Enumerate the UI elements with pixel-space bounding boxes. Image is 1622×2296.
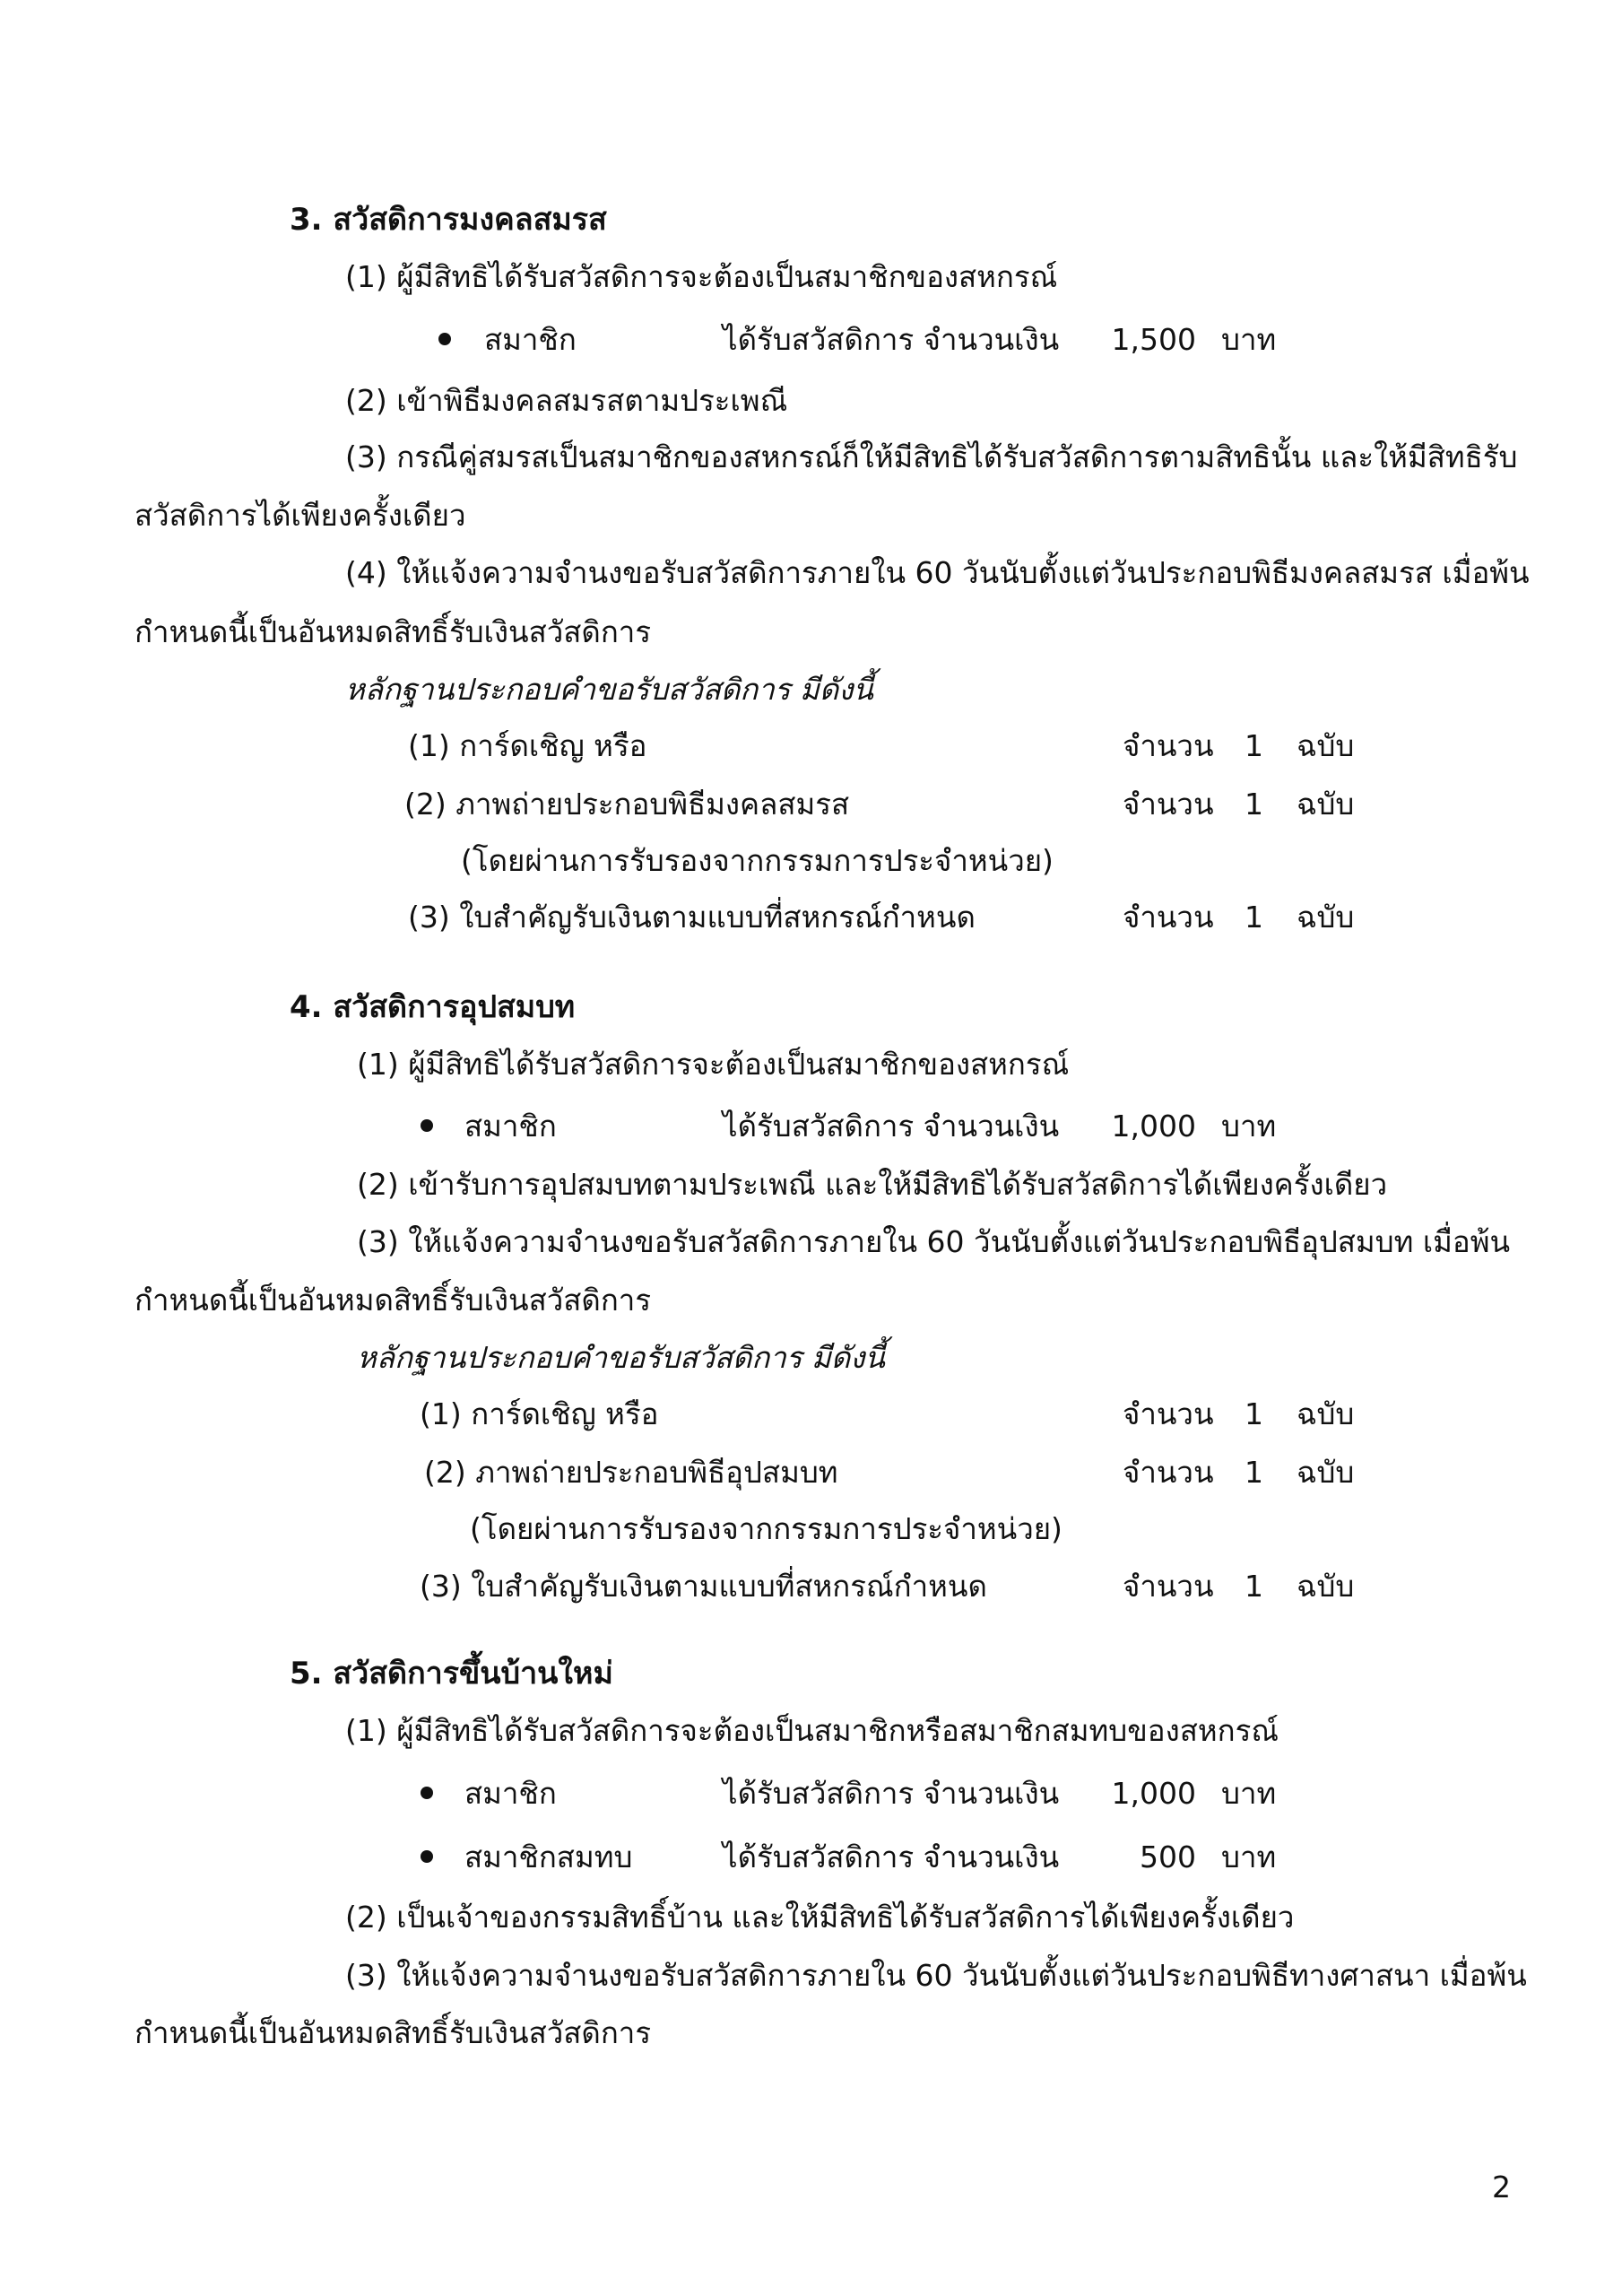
s3-benefit-desc: ได้รับสวัสดิการ จำนวนเงิน [723,322,1060,357]
s3-evidence-2-word: จำนวน [1123,787,1214,822]
s4-evidence-1-label: (1) การ์ดเชิญ หรือ [420,1396,659,1431]
s4-evidence-2-word: จำนวน [1123,1455,1214,1490]
s3-evidence-title: หลักฐานประกอบคำขอรับสวัสดิการ มีดังนี้ [345,672,873,707]
s4-evidence-3-qty: 1 [1245,1569,1263,1604]
s3-evidence-3-label: (3) ใบสำคัญรับเงินตามแบบที่สหกรณ์กำหนด [408,900,976,935]
s5-benefit-2-who: สมาชิกสมทบ [464,1839,633,1874]
s5-benefit-2-desc: ได้รับสวัสดิการ จำนวนเงิน [723,1839,1060,1874]
s4-evidence-3-label: (3) ใบสำคัญรับเงินตามแบบที่สหกรณ์กำหนด [420,1569,987,1604]
s4-item-3-line-1: (3) ให้แจ้งความจำนงขอรับสวัสดิการภายใน 60 วันนับตั้งแต่วันประกอบพิธีอุปสมบท เมื่อพ้น [357,1224,1511,1259]
s5-item-3-line-2: กำหนดนี้เป็นอันหมดสิทธิ์รับเงินสวัสดิการ [134,2015,652,2050]
s4-evidence-2-unit: ฉบับ [1297,1455,1355,1490]
s3-item-1: (1) ผู้มีสิทธิได้รับสวัสดิการจะต้องเป็นสมาชิกของสหกรณ์ [345,259,1058,294]
s4-item-3-line-2: กำหนดนี้เป็นอันหมดสิทธิ์รับเงินสวัสดิการ [134,1283,652,1318]
s4-evidence-1-qty: 1 [1245,1396,1263,1431]
s4-benefit-who: สมาชิก [464,1109,557,1144]
s3-evidence-2-label: (2) ภาพถ่ายประกอบพิธีมงคลสมรส [404,787,850,822]
s3-evidence-2-unit: ฉบับ [1297,787,1355,822]
s3-benefit-amount: 1,500 [1111,322,1196,357]
s5-benefit-1-who: สมาชิก [464,1776,557,1811]
s3-evidence-2-qty: 1 [1245,787,1263,822]
s4-item-2: (2) เข้ารับการอุปสมบทตามประเพณี และให้มีสิทธิได้รับสวัสดิการได้เพียงครั้งเดียว [357,1167,1388,1202]
s5-item-2: (2) เป็นเจ้าของกรรมสิทธิ์บ้าน และให้มีสิทธิได้รับสวัสดิการได้เพียงครั้งเดียว [345,1900,1295,1935]
section-4-title: 4. สวัสดิการอุปสมบท [290,989,576,1025]
s3-evidence-1-word: จำนวน [1123,728,1214,763]
s4-evidence-3-unit: ฉบับ [1297,1569,1355,1604]
s3-item-4-line-2: กำหนดนี้เป็นอันหมดสิทธิ์รับเงินสวัสดิการ [134,614,652,649]
s3-benefit-who: สมาชิก [484,322,577,357]
page-number: 2 [1492,2170,1511,2205]
s4-evidence-2-label: (2) ภาพถ่ายประกอบพิธีอุปสมบท [424,1455,838,1490]
section-3-title: 3. สวัสดิการมงคลสมรส [290,202,607,238]
s4-item-1: (1) ผู้มีสิทธิได้รับสวัสดิการจะต้องเป็นสมาชิกของสหกรณ์ [357,1047,1070,1082]
bullet-icon [421,1850,433,1863]
s5-item-3-line-1: (3) ให้แจ้งความจำนงขอรับสวัสดิการภายใน 60 วันนับตั้งแต่วันประกอบพิธีทางศาสนา เมื่อพ้น [345,1958,1527,1993]
s3-evidence-3-word: จำนวน [1123,900,1214,935]
s4-benefit-amount: 1,000 [1111,1109,1196,1144]
s4-evidence-1-unit: ฉบับ [1297,1396,1355,1431]
bullet-icon [421,1119,433,1132]
s4-evidence-title: หลักฐานประกอบคำขอรับสวัสดิการ มีดังนี้ [357,1340,885,1375]
s4-evidence-note: (โดยผ่านการรับรองจากกรรมการประจำหน่วย) [470,1511,1063,1546]
s4-evidence-3-word: จำนวน [1123,1569,1214,1604]
s5-benefit-2-amount: 500 [1140,1839,1196,1874]
s3-item-2: (2) เข้าพิธีมงคลสมรสตามประเพณี [345,383,788,418]
s5-benefit-1-unit: บาท [1221,1776,1277,1811]
s3-evidence-note: (โดยผ่านการรับรองจากกรรมการประจำหน่วย) [461,843,1054,878]
s3-benefit-unit: บาท [1221,322,1277,357]
s3-evidence-1-label: (1) การ์ดเชิญ หรือ [408,728,647,763]
s3-evidence-1-unit: ฉบับ [1297,728,1355,763]
s4-evidence-2-qty: 1 [1245,1455,1263,1490]
s4-benefit-unit: บาท [1221,1109,1277,1144]
s3-evidence-3-unit: ฉบับ [1297,900,1355,935]
section-5-title: 5. สวัสดิการขึ้นบ้านใหม่ [290,1656,613,1692]
s3-item-4-line-1: (4) ให้แจ้งความจำนงขอรับสวัสดิการภายใน 60 วันนับตั้งแต่วันประกอบพิธีมงคลสมรส เมื่อพ้น [345,555,1530,590]
s3-item-3-line-1: (3) กรณีคู่สมรสเป็นสมาชิกของสหกรณ์ก็ให้มีสิทธิได้รับสวัสดิการตามสิทธินั้น และให้มีสิทธิรับ [345,439,1518,474]
s3-item-3-line-2: สวัสดิการได้เพียงครั้งเดียว [134,498,466,533]
s5-benefit-1-desc: ได้รับสวัสดิการ จำนวนเงิน [723,1776,1060,1811]
s3-evidence-1-qty: 1 [1245,728,1263,763]
s3-evidence-3-qty: 1 [1245,900,1263,935]
s5-benefit-1-amount: 1,000 [1111,1776,1196,1811]
bullet-icon [421,1787,433,1799]
s4-benefit-desc: ได้รับสวัสดิการ จำนวนเงิน [723,1109,1060,1144]
s5-item-1: (1) ผู้มีสิทธิได้รับสวัสดิการจะต้องเป็นสมาชิกหรือสมาชิกสมทบของสหกรณ์ [345,1713,1279,1748]
s5-benefit-2-unit: บาท [1221,1839,1277,1874]
s4-evidence-1-word: จำนวน [1123,1396,1214,1431]
bullet-icon [438,333,451,345]
